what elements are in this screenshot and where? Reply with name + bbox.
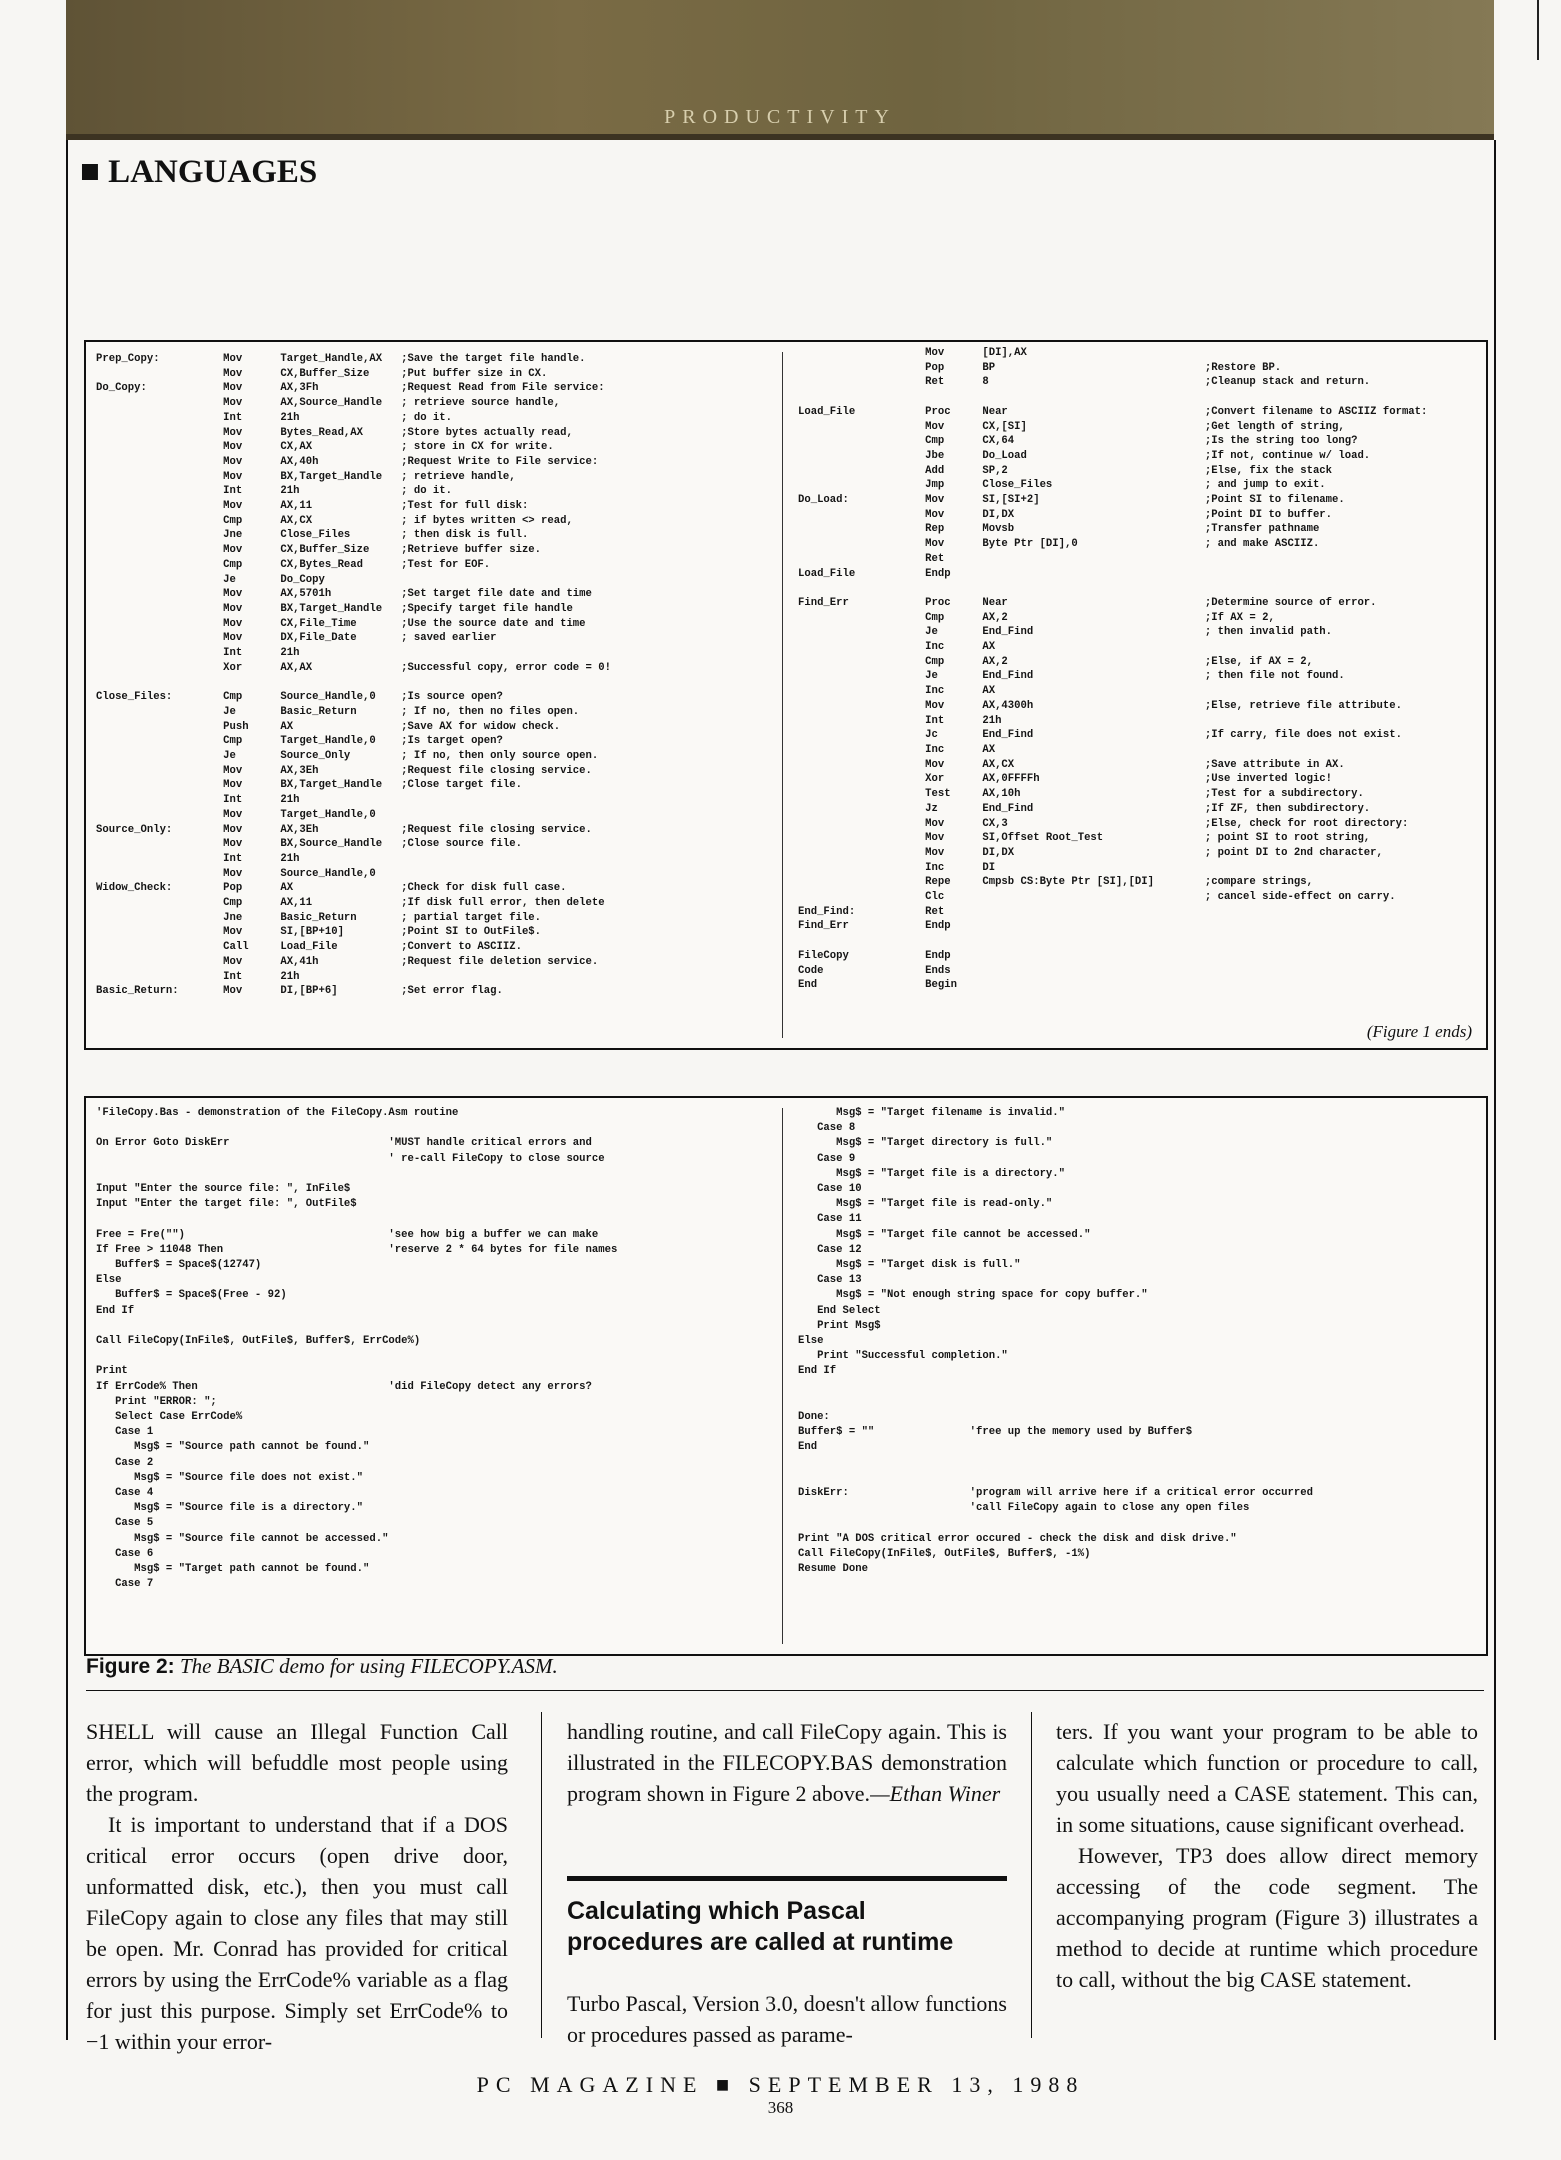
col2-paragraph bbox=[567, 1716, 1007, 1809]
margin-rule bbox=[1537, 0, 1539, 60]
column-divider bbox=[541, 1712, 542, 2038]
article-heading: Calculating which Pascal procedures are called at runtime bbox=[567, 1897, 954, 1956]
article-column-3 bbox=[1056, 1716, 1478, 1995]
author-credit: —Ethan Winer bbox=[870, 1781, 1001, 1806]
figure-1-end-label: (Figure 1 ends) bbox=[1366, 1022, 1472, 1041]
col2-top-text: handling routine, and call FileCopy again. This is illustrated in the FILECOPY.BAS demonstration program shown in Figure 2 above. bbox=[567, 1719, 1007, 1806]
section-band-label: PRODUCTIVITY bbox=[664, 106, 896, 128]
figure-1-code-left: Prep_Copy: Mov Target_Handle,AX ;Save the target file handle. Mov CX,Buffer_Size ;Put buffer size in CX. Do_Copy: Mov AX,3Fh ;Request Read from File service: Mov AX,Source_Handle ; retrieve source handle, Int 21h ; do it. Mov Bytes_Read,AX ;Store bytes actually read, Mov CX,AX ; store in CX for write. Mov AX,40h ;Request Write to File service: Mov BX,Target_Handle ; retrieve handle, Int 21h ; do it. Mov AX,11 ;Test for full disk: Cmp AX,CX ; if bytes written <> read, Jne Close_Files ; then disk is full. Mov CX,Buffer_Size ;Retrieve buffer size. Cmp CX,Bytes_Read ;Test for EOF. Je Do_Copy Mov AX,5701h ;Set target file date and time Mov BX,Target_Handle ;Specify target file handle Mov CX,File_Time ;Use the source date and time Mov DX,File_Date ; saved earlier Int 21h Xor AX,AX ;Successful copy, error code = 0! Close_Files: Cmp Source_Handle,0 ;Is source open? Je Basic_Return ; If no, then no files open. Push AX ;Save AX for widow check. Cmp Target_Handle,0 ;Is target open? Je Source_Only ; If no, then only source open. Mov AX,3Eh ;Request file closing service. Mov BX,Target_Handle ;Close target file. Int 21h Mov Target_Handle,0 Source_Only: Mov AX,3Eh ;Request file closing service. Mov BX,Source_Handle ;Close source file. Int 21h Mov Source_Handle,0 Widow_Check: Pop AX ;Check for disk full case. Cmp AX,11 ;If disk full error, then delete Jne Basic_Return ; partial target file. Mov SI,[BP+10] ;Point SI to OutFile$. Call Load_File ;Convert to ASCIIZ. Mov AX,41h ;Request file deletion service. Int 21h Basic_Return: Mov DI,[BP+6] ;Set error flag. bbox=[96, 353, 611, 998]
figure-2-caption bbox=[86, 1654, 558, 1679]
section-heading: ■ LANGUAGES bbox=[80, 154, 318, 190]
figure-2-caption-text: The BASIC demo for using FILECOPY.ASM. bbox=[179, 1654, 558, 1678]
col1-paragraph: SHELL will cause an Illegal Function Call error, which will befuddle most people using the program. bbox=[86, 1719, 508, 1806]
col2-bottom-text: Turbo Pascal, Version 3.0, doesn't allow functions or procedures passed as parame- bbox=[567, 1991, 1007, 2047]
page-number: 368 bbox=[767, 2098, 794, 2117]
figure-2-code-left: 'FileCopy.Bas - demonstration of the FileCopy.Asm routine On Error Goto DiskErr 'MUST handle critical errors and ' re-call FileCopy to close source Input "Enter the source file: ", InFile$ Input "Enter the target file: ", OutFile$ Free = Fre("") 'see how big a buffer we can make If Free > 11048 Then 'reserve 2 * 64 bytes for file names Buffer$ = Space$(12747) Else Buffer$ = Space$(Free - 92) End If Call FileCopy(InFile$, OutFile$, Buffer$, ErrCode%) Print If ErrCode% Then 'did FileCopy detect any errors? Print "ERROR: "; Select Case ErrCode% Case 1 Msg$ = "Source path cannot be found." Case 2 Msg$ = "Source file does not exist." Case 4 Msg$ = "Source file is a directory." Case 5 Msg$ = "Source file cannot be accessed." Case 6 Msg$ = "Target path cannot be found." Case 7 bbox=[96, 1107, 618, 1591]
figure-2-column-divider bbox=[782, 1108, 783, 1644]
figure-2-code-right: Msg$ = "Target filename is invalid." Case 8 Msg$ = "Target directory is full." Case 9 Msg$ = "Target file is a directory." Case 10 Msg$ = "Target file is read-only." Case 11 Msg$ = "Target file cannot be accessed." Case 12 Msg$ = "Target disk is full." Case 13 Msg$ = "Not enough string space for copy buffer." End Select Print Msg$ Else Print "Successful completion." End If Done: Buffer$ = "" 'free up the memory used by Buffer$ End DiskErr: 'program will arrive here if a critical error occurred 'call FileCopy again to close any open files Print "A DOS critical error occured - check the disk and disk drive." Call FileCopy(InFile$, OutFile$, Buffer$, -1%) Resume Done bbox=[798, 1107, 1313, 1576]
figure-1-listing bbox=[84, 340, 1488, 1050]
heading-rule bbox=[567, 1876, 1007, 1881]
col3-paragraph: ters. If you want your program to be able to calculate which function or procedure to call, you usually need a CASE statement. This can, in some situations, cause significant overhead. bbox=[1056, 1719, 1478, 1837]
frame-right-rule bbox=[1494, 140, 1496, 2040]
caption-rule bbox=[86, 1690, 1484, 1691]
figure-1-code-right: Mov [DI],AX Pop BP ;Restore BP. Ret 8 ;Cleanup stack and return. Load_File Proc Near ;Convert filename to ASCIIZ format: Mov CX,[SI] ;Get length of string, Cmp CX,64 ;Is the string too long? Jbe Do_Load ;If not, continue w/ load. Add SP,2 ;Else, fix the stack Jmp Close_Files ; and jump to exit. Do_Load: Mov SI,[SI+2] ;Point SI to filename. Mov DI,DX ;Point DI to buffer. Rep Movsb ;Transfer pathname Mov Byte Ptr [DI],0 ; and make ASCIIZ. Ret Load_File Endp Find_Err Proc Near ;Determine source of error. Cmp AX,2 ;If AX = 2, Je End_Find ; then invalid path. Inc AX Cmp AX,2 ;Else, if AX = 2, Je End_Find ; then file not found. Inc AX Mov AX,4300h ;Else, retrieve file attribute. Int 21h Jc End_Find ;If carry, file does not exist. Inc AX Mov AX,CX ;Save attribute in AX. Xor AX,0FFFFh ;Use inverted logic! Test AX,10h ;Test for a subdirectory. Jz End_Find ;If ZF, then subdirectory. Mov CX,3 ;Else, check for root directory: Mov SI,Offset Root_Test ; point SI to root string, Mov DI,DX ; point DI to 2nd character, Inc DI Repe Cmpsb CS:Byte Ptr [SI],[DI] ;compare strings, Clc ; cancel side-effect on carry. End_Find: Ret Find_Err Endp FileCopy Endp Code Ends End Begin bbox=[798, 347, 1428, 992]
col1-paragraph: It is important to understand that if a DOS critical error occurs (open drive door, unformatted disk, etc.), then you must call FileCopy again to close any files that may still be open. Mr. Conrad has provided for critical errors by using the ErrCode% variable as a flag for just this purpose. Simply set ErrCode% to −1 within your error- bbox=[86, 1812, 508, 2054]
col3-paragraph: However, TP3 does allow direct memory accessing of the code segment. The accompanying program (Figure 3) illustrates a method to decide at runtime which procedure to call, without the big CASE statement. bbox=[1056, 1843, 1478, 1992]
article-column-1 bbox=[86, 1716, 508, 2057]
header-banner bbox=[66, 0, 1494, 140]
figure-1-column-divider bbox=[782, 352, 783, 1038]
figure-2-listing bbox=[84, 1096, 1488, 1656]
column-divider bbox=[1031, 1712, 1032, 2038]
frame-left-rule bbox=[66, 140, 68, 2040]
article-column-2 bbox=[567, 1716, 1007, 1809]
figure-2-caption-label: Figure 2: bbox=[86, 1655, 175, 1678]
magazine-footer: PC MAGAZINE ■ SEPTEMBER 13, 1988 bbox=[476, 2072, 1085, 2097]
